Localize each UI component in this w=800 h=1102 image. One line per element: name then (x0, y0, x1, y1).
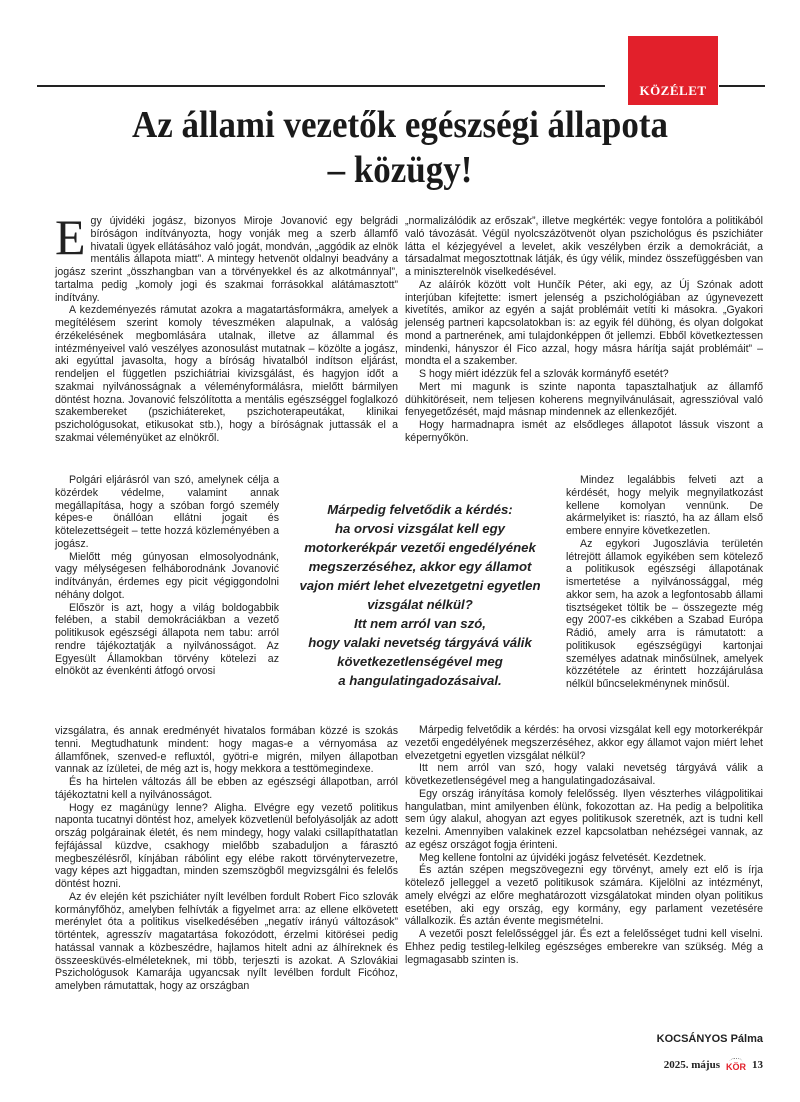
paragraph: Az év elején két pszichiáter nyílt levélben fordult Robert Fico szlovák kormányfőhöz, amelyben felhívták a figyelmet arra: az ellene elkövetett merénylet óta a politikus viselkedésében „negatív irányú változások” történtek, agresszív magatartása fokozódott, érzelmi kitörései pedig hatással vannak a közbeszédre, hajlamos hitelt adni az álhíreknek és összeesküvés-elméleteknek, mi több, terjeszti is azokat. A Szlovákiai Pszichológusok Kamarája ugyancsak nyílt levélben fordult Ficóhoz, amelyben rámutattak, hogy az országban (55, 890, 398, 992)
paragraph (55, 209, 398, 304)
paragraph: „normalizálódik az erőszak”, illetve megkérték: vegye fontolóra a politikából való távozását. Végül nyolcszázötvenöt olyan pszichológus és pszichiáter látta el kézjegyével a levelet, akik veszélyben érzik a demokráciát, a társadalmat megosztottnak látják, és úgy vélik, mindez összefüggésben van a miniszterelnök viselkedésével. (405, 215, 763, 278)
paragraph: A kezdeményezés rámutat azokra a magatartásformákra, amelyek a megítélésem szerint komoly téveszméken alapulnak, a valóság érzékelésének megbomlására utalnak, illetve az állammal és intézményeivel való veszélyes azonosulást mutatnak – közölte a jogász, aki egyúttal javasolta, hogy a bíróság hivatalból indítson eljárást, rendeljen el független pszichiátriai kivizsgálást, és hagyjon időt a szakmai nyilvánosságnak a véleményformálásra, mielőtt bármilyen döntést hozna. Jovanović felszólította a mentális egészséggel foglalkozó szakembereket (pszichiátereket, pszichoterapeutákat, klinikai pszichológusokat, etikusokat stb.), hogy a bíróságnak juttassák el a szakmai véleményüket az elnökről. (55, 304, 398, 444)
page-footer (664, 1058, 763, 1072)
paragraph: Hogy ez magánügy lenne? Aligha. Elvégre egy vezető politikus naponta tucatnyi döntést hoz, amelyek közvetlenül befolyásolják az adott ország polgárainak életét, és nem mindegy, hogy valaki csillapíthatatlan fejfájással küzdve, csakhogy mielőbb szabaduljon a fárasztó megbeszélésről, kínjában rábólint egy elébe rakott törvénytervezetre, vagy képes azt higgadtan, minden szemszögből megvizsgálni és felelős döntést hozni. (55, 801, 398, 890)
title-line-1: Az állami vezetők egészségi állapota (132, 104, 668, 146)
pull-quote-line: a hangulatingadozásaival. (338, 673, 502, 688)
paragraph: A vezetői poszt felelősséggel jár. És ezt a felelősséget tudni kell viselni. Ehhez pedig testileg-lelkileg egészséges emberekre van szükség. Még a legmagasabb szinten is. (405, 928, 763, 966)
paragraph: Polgári eljárásról van szó, amelynek célja a közérdek védelme, valamint annak megállapítása, hogy a szóban forgó személy képes-e önállóan ellátni jogait és kötelezettségeit – tette hozzá közleményében a jogász. (55, 474, 279, 550)
paragraph: Mert mi magunk is szinte naponta tapasztalhatjuk az államfő dühkitöréseit, nem teljesen koherens megnyilvánulásait, agresszióval való fenyegetőzését, majd másnap mindennek az ellenkezőjét. (405, 380, 763, 419)
paragraph: És ha hirtelen változás áll be ebben az egészségi állapotban, arról tájékoztatni kell a nyilvánosságot. (55, 776, 398, 801)
paragraph: Az egykori Jugoszlávia területén létrejött államok egyikében sem kötelező a politikusok egészségi állapotának ismertetése a nyilvánossággal, még akkor sem, ha azok a legfontosabb állami tisztségeket töltik be – összegezte még egy 2007-es cikkében a Szabad Európa Rádió, amely arra is rámutatott: a politikusok egészségügyi kartonjai személyes adatnak minősülnek, amelyek közzététele az érintett hozzájárulása nélkül bűncselekménynek minősül. (566, 537, 763, 690)
paragraph: Hogy harmadnapra ismét az elsődleges állapotot lássuk viszont a képernyőkön. (405, 419, 763, 444)
section-label: KÖZÉLET (639, 83, 707, 98)
paragraph: Márpedig felvetődik a kérdés: ha orvosi vizsgálat kell egy motorkerékpár vezetői engedélyének megszerzéséhez, akkor egy államot vajon miért lehet elvezetgetni egyetlen vizsgálat nélkül? (405, 724, 763, 762)
section-tag (628, 36, 718, 105)
pull-quote-line: Itt nem arról van szó, (354, 616, 486, 631)
article-title (69, 103, 731, 193)
pull-quote-line: hogy valaki nevetség tárgyává válik (308, 635, 532, 650)
pull-quote-line: motorkerékpár vezetői engedélyének (304, 540, 536, 555)
issue-date: 2025. május (663, 1059, 720, 1071)
page-number: 13 (752, 1059, 763, 1071)
author-byline: KOCSÁNYOS Pálma (656, 1033, 763, 1045)
paragraph: Az aláírók között volt Hunčík Péter, aki egy, az Új Szónak adott interjúban kifejtette: ismert jelenség a pszichológiában az úgynevezett kivetítés, amikor az egyén a saját problémáit vetíti ki másokra. „Gyakori jelenség partneri kapcsolatokban is: az egyik fél dühöng, és olyan dolgokat mond a partnerének, ami tulajdonképpen őt jellemzi. Ebből következtessen mindenki, hányszor él Fico azzal, hogy másra hárítja saját problémáit” – mondta el a szakember. (405, 278, 763, 368)
pull-quote-line: vajon miért lehet elvezetgetni egyetlen (299, 578, 541, 593)
pull-quote-line: ha orvosi vizsgálat kell egy (334, 521, 506, 536)
pull-quote (284, 500, 556, 690)
right-column-bottom (405, 724, 763, 966)
left-column-narrow (55, 474, 279, 678)
pull-quote-line: megszerzéséhez, akkor egy államot (308, 559, 532, 574)
paragraph: Meg kellene fontolni az újvidéki jogász felvetését. Kezdetnek. (419, 851, 707, 864)
paragraph-text: gy újvidéki jogász, bizonyos Miroje Jovanović egy belgrádi bíróságon indítványozta, hogy vonják meg a szerb államfő hivatali ügyek ellátásához való jogát, mondván, „aggódik az elnök mentális állapota miatt”. A mintegy hetvenöt oldalnyi beadvány a jogász szerint „összhangban van a törvényekkel és az alkotmánnyal”, tartalma pedig „komoly jogi és szakmai forrásokkal alátámasztott” indítvány. (55, 215, 398, 304)
header-rule-right (719, 85, 765, 87)
paragraph: vizsgálatra, és annak eredményét hivatalos formában közzé is szokás tenni. Megtudhatunk mindent: hogy magas-e a vérnyomása az államfőnek, szenved-e refluxtól, gyötri-e migrén, milyen állapotban vannak az ízületei, de még azt is, hogy mekkora a testtömegindexe. (55, 725, 398, 776)
drop-cap: E (55, 209, 86, 265)
paragraph: S hogy miért idézzük fel a szlovák kormányfő esetét? (419, 368, 669, 380)
pull-quote-line: következetlenségével meg (337, 654, 503, 669)
header-rule-left (37, 85, 605, 87)
left-column-top (55, 209, 398, 445)
right-column-narrow (566, 474, 763, 691)
paragraph: Mielőtt még gúnyosan elmosolyodnánk, vagy mélységesen felháborodnánk Jovanović indítványán, érdemes egy picit végiggondolni néhány dolgot. (55, 550, 279, 601)
pull-quote-line: Márpedig felvetődik a kérdés: (327, 502, 513, 517)
right-column-top (405, 215, 763, 445)
left-column-bottom (55, 725, 398, 993)
paragraph: Először is azt, hogy a világ boldogabbik felében, a stabil demokráciákban a vezető politikusok egészségi állapota nem tabu: arról rendre tájékoztatják a nyilvánosságot. Az Egyesült Államokban törvény kötelezi az elnököt az évenkénti átfogó orvosi (55, 601, 279, 678)
paragraph: Egy ország irányítása komoly felelősség. Ilyen vészterhes világpolitikai hangulatban, mint amilyenben élünk, fokozottan az. Ha pedig a belpolitika sem úgy alakul, ahogyan azt egyes politikusok szeretnék, azt is tudni kell kezelni. Amennyiben valakinek ezzel kapcsolatban nehézségei vannak, az az egész országot fogja érinteni. (405, 787, 763, 851)
pull-quote-line: vizsgálat nélkül? (367, 597, 473, 612)
paragraph: Itt nem arról van szó, hogy valaki nevetség tárgyává válik a következetlenségével meg a hangulatingadozásaival. (405, 762, 763, 787)
magazine-logo-icon: KÖR (726, 1058, 746, 1072)
title-line-2: – közügy! (327, 149, 473, 191)
paragraph: Mindez legalábbis felveti azt a kérdését, hogy melyik megnyilatkozást kellene komolyan vennünk. De akármelyiket is: riasztó, ha az állam első embere ennyire következetlen. (566, 474, 763, 537)
paragraph: És aztán szépen megszövegezni egy törvényt, amely ezt elő is írja kötelező jelleggel a vezető politikusok számára. Kijelölni az intézményt, amely elvégzi az előre meghatározott vizsgálatokat minden olyan politikus esetében, aki egy ország, egy kormány, egy parlament vezetésére vállalkozik. És aztán évente megismételni. (405, 864, 763, 928)
